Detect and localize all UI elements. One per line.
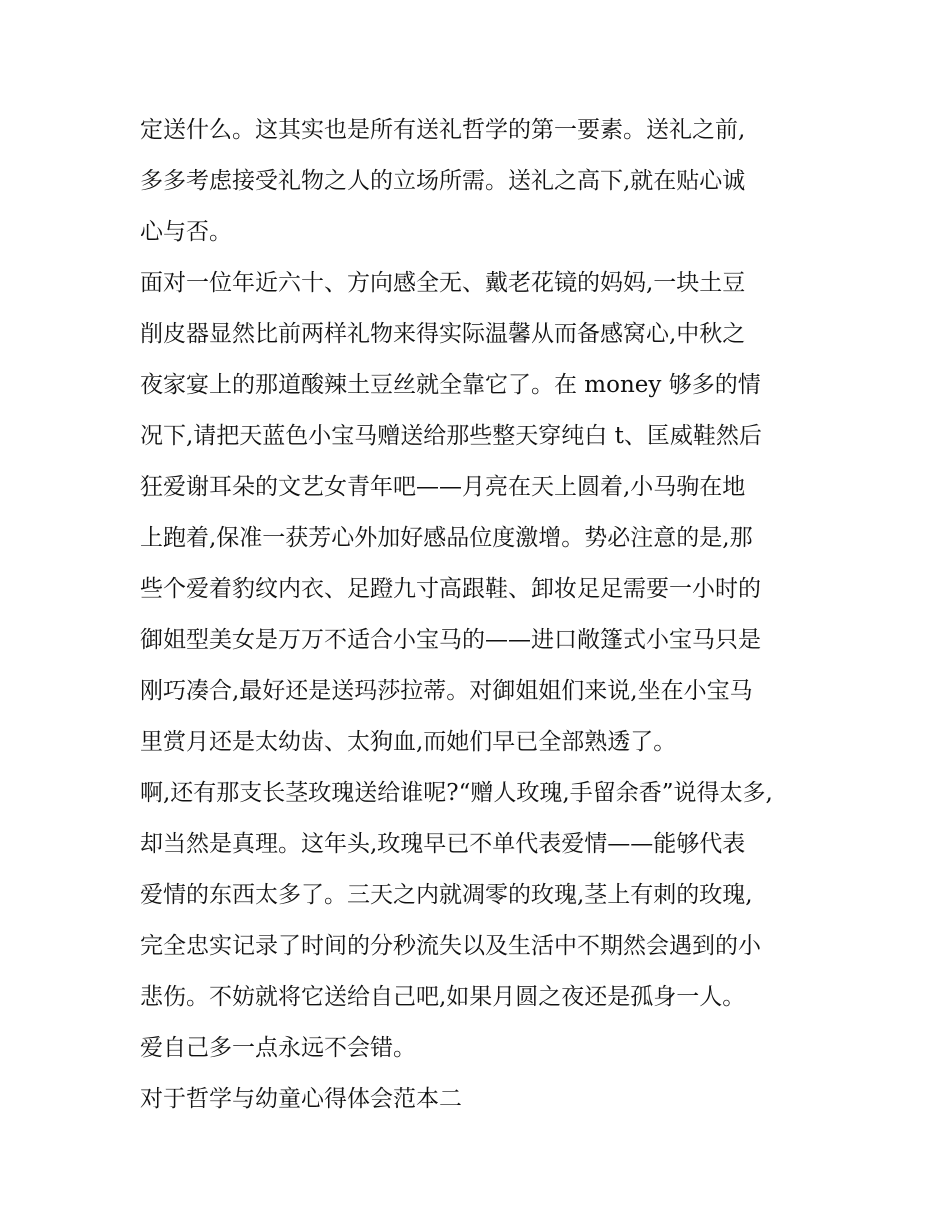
text-line: 多多考虑接受礼物之人的立场所需。送礼之高下,就在贴心诚 bbox=[140, 168, 746, 194]
text-line: 况下,请把天蓝色小宝马赠送给那些整天穿纯白 t、匡威鞋然后 bbox=[140, 423, 762, 449]
text-line: 爱情的东西太多了。三天之内就凋零的玫瑰,茎上有刺的玫瑰, bbox=[140, 882, 753, 908]
text-line: 悲伤。不妨就将它送给自己吧,如果月圆之夜还是孤身一人。 bbox=[140, 984, 746, 1010]
text-line: 定送什么。这其实也是所有送礼哲学的第一要素。送礼之前, bbox=[140, 117, 746, 143]
text-line: 上跑着,保准一获芳心外加好感品位度激增。势必注意的是,那 bbox=[140, 525, 753, 551]
text-line: 面对一位年近六十、方向感全无、戴老花镜的妈妈,一块土豆 bbox=[140, 270, 746, 296]
text-line: 爱自己多一点永远不会错。 bbox=[140, 1035, 416, 1061]
text-line: 里赏月还是太幼齿、太狗血,而她们早已全部熟透了。 bbox=[140, 729, 677, 755]
text-line: 狂爱谢耳朵的文艺女青年吧——月亮在天上圆着,小马驹在地 bbox=[140, 474, 746, 500]
text-line: 刚巧凑合,最好还是送玛莎拉蒂。对御姐姐们来说,坐在小宝马 bbox=[140, 678, 753, 704]
text-line: 夜家宴上的那道酸辣土豆丝就全靠它了。在 money 够多的情 bbox=[140, 372, 761, 398]
text-line: 些个爱着豹纹内衣、足蹬九寸高跟鞋、卸妆足足需要一小时的 bbox=[140, 576, 761, 602]
text-line: 却当然是真理。这年头,玫瑰早已不单代表爱情——能够代表 bbox=[140, 831, 746, 857]
text-line: 御姐型美女是万万不适合小宝马的——进口敞篷式小宝马只是 bbox=[140, 627, 761, 653]
body-text bbox=[140, 108, 820, 1128]
section-heading: 对于哲学与幼童心得体会范本二 bbox=[140, 1086, 462, 1112]
text-line: 完全忠实记录了时间的分秒流失以及生活中不期然会遇到的小 bbox=[140, 933, 761, 959]
text-line: 削皮器显然比前两样礼物来得实际温馨从而备感窝心,中秋之 bbox=[140, 321, 746, 347]
text-line: 啊,还有那支长茎玫瑰送给谁呢?“赠人玫瑰,手留余香”说得太多, bbox=[140, 780, 773, 806]
text-line: 心与否。 bbox=[140, 219, 232, 245]
